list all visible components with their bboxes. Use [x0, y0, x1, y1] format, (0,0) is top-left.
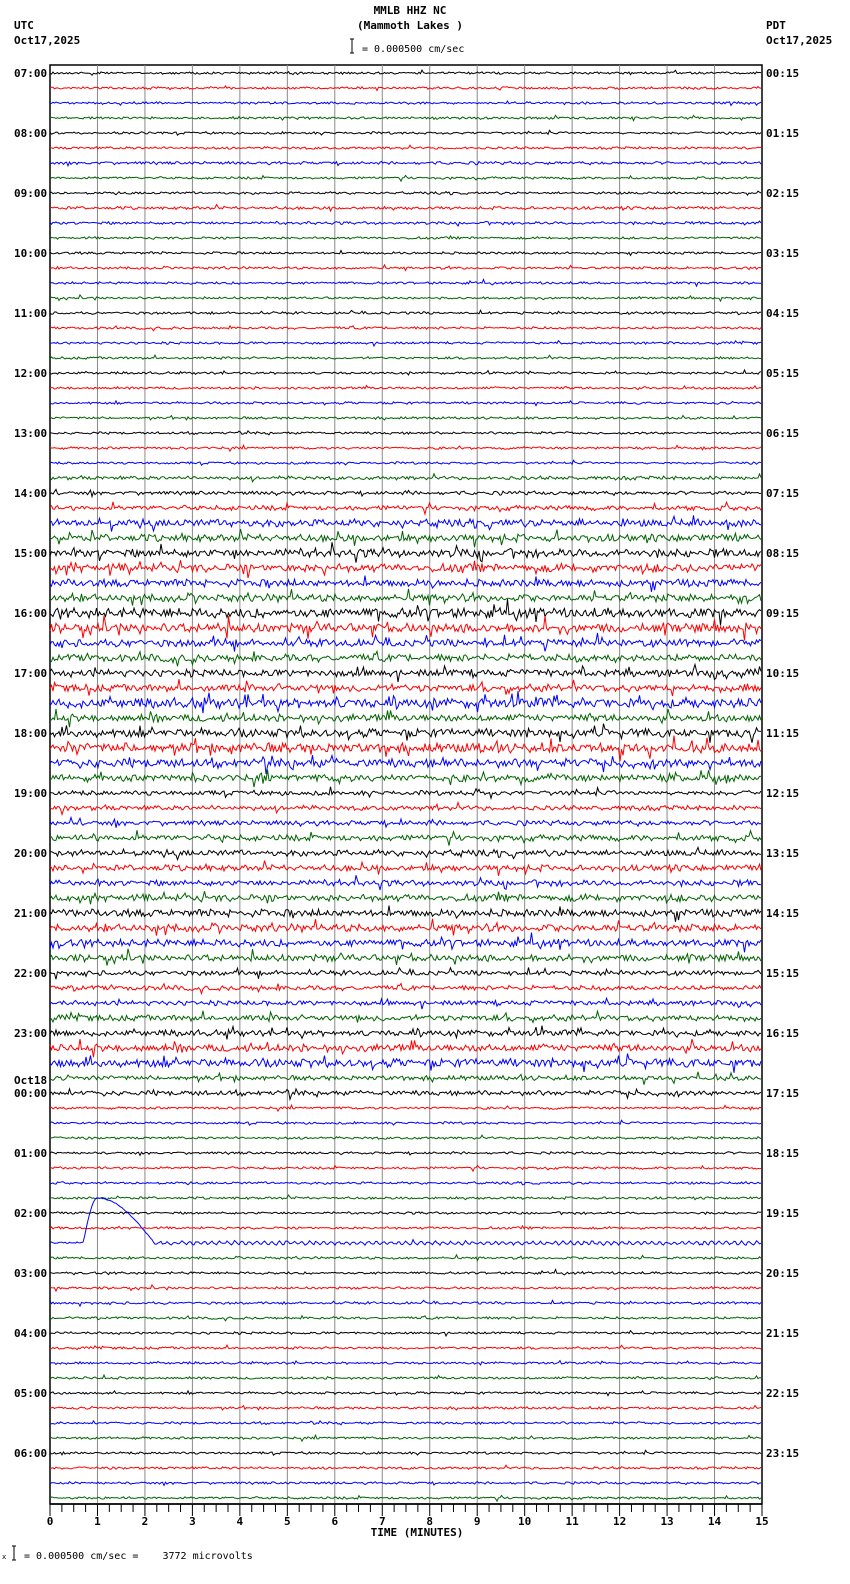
x-tick-label: 8: [426, 1515, 434, 1528]
trace-43: [50, 709, 761, 727]
trace-36: [50, 599, 761, 625]
left-timezone: UTC: [14, 19, 34, 32]
right-hour-label: 11:15: [766, 727, 800, 740]
trace-20: [50, 370, 761, 375]
trace-39: [50, 651, 761, 666]
trace-26: [50, 460, 761, 465]
left-hour-label: 09:00: [14, 187, 48, 200]
trace-81: [50, 1285, 761, 1291]
left-hour-label: 11:00: [14, 307, 48, 320]
trace-41: [50, 679, 761, 696]
trace-66: [50, 1054, 761, 1073]
trace-13: [50, 265, 761, 271]
right-hour-label: 22:15: [766, 1387, 800, 1400]
trace-14: [50, 280, 761, 287]
trace-28: [50, 489, 761, 496]
left-hour-label: 14:00: [14, 487, 48, 500]
trace-37: [50, 616, 761, 641]
trace-2: [50, 101, 761, 106]
trace-47: [50, 770, 761, 788]
x-tick-label: 2: [141, 1515, 149, 1528]
trace-53: [50, 861, 761, 876]
right-hour-label: 18:15: [766, 1147, 800, 1160]
trace-1: [50, 86, 761, 91]
trace-82: [50, 1300, 761, 1306]
right-hour-label: 21:15: [766, 1327, 800, 1340]
trace-23: [50, 416, 761, 421]
right-hour-label: 13:15: [766, 847, 800, 860]
trace-32: [50, 542, 761, 563]
x-tick-label: 9: [473, 1515, 481, 1528]
trace-65: [50, 1039, 761, 1057]
trace-95: [50, 1496, 761, 1502]
trace-57: [50, 919, 761, 936]
trace-25: [50, 445, 761, 451]
day-change-label: Oct18: [14, 1074, 48, 1087]
right-hour-label: 00:15: [766, 67, 800, 80]
trace-61: [50, 984, 761, 994]
trace-44: [50, 724, 761, 743]
left-hour-label: 07:00: [14, 67, 48, 80]
trace-74: [50, 1182, 761, 1185]
right-hour-label: 07:15: [766, 487, 800, 500]
trace-42: [50, 691, 761, 713]
left-hour-label: 16:00: [14, 607, 48, 620]
left-hour-label: 01:00: [14, 1147, 48, 1160]
trace-33: [50, 560, 761, 578]
right-hour-label: 04:15: [766, 307, 800, 320]
trace-93: [50, 1465, 761, 1469]
trace-63: [50, 1011, 761, 1023]
trace-17: [50, 326, 761, 331]
trace-40: [50, 665, 761, 683]
trace-77: [50, 1226, 761, 1230]
trace-38: [50, 633, 761, 652]
trace-90: [50, 1421, 761, 1425]
right-hour-label: 17:15: [766, 1087, 800, 1100]
left-hour-label: 12:00: [14, 367, 48, 380]
trace-9: [50, 205, 761, 212]
right-hour-label: 19:15: [766, 1207, 800, 1220]
trace-87: [50, 1375, 761, 1380]
trace-67: [50, 1072, 761, 1085]
trace-51: [50, 830, 761, 845]
trace-29: [50, 502, 761, 514]
trace-88: [50, 1391, 761, 1396]
right-hour-label: 01:15: [766, 127, 800, 140]
right-hour-label: 20:15: [766, 1267, 800, 1280]
trace-6: [50, 161, 761, 165]
left-hour-label: 13:00: [14, 427, 48, 440]
trace-83: [50, 1316, 761, 1321]
trace-59: [50, 949, 761, 966]
trace-78: [50, 1198, 761, 1245]
trace-64: [50, 1026, 761, 1040]
left-hour-label: 03:00: [14, 1267, 48, 1280]
trace-73: [50, 1166, 761, 1172]
trace-30: [50, 515, 761, 531]
footer-scale-note: = 0.000500 cm/sec = 3772 microvolts: [24, 1551, 253, 1562]
trace-86: [50, 1361, 761, 1365]
station-title: MMLB HHZ NC: [373, 4, 447, 17]
left-hour-label: 20:00: [14, 847, 48, 860]
trace-35: [50, 589, 761, 606]
left-hour-label: 21:00: [14, 907, 48, 920]
trace-84: [50, 1331, 761, 1336]
x-tick-label: 1: [94, 1515, 101, 1528]
trace-27: [50, 474, 761, 482]
left-hour-label: 17:00: [14, 667, 48, 680]
trace-91: [50, 1435, 761, 1441]
trace-19: [50, 355, 761, 359]
trace-22: [50, 401, 761, 406]
left-hour-label: 22:00: [14, 967, 48, 980]
right-hour-label: 09:15: [766, 607, 800, 620]
trace-7: [50, 176, 761, 182]
trace-68: [50, 1089, 761, 1099]
footer-mark: x: [2, 1553, 7, 1561]
x-tick-label: 10: [518, 1515, 532, 1528]
trace-12: [50, 251, 761, 256]
left-hour-label: 18:00: [14, 727, 48, 740]
trace-8: [50, 191, 761, 195]
trace-18: [50, 341, 761, 346]
right-date: Oct17,2025: [766, 34, 833, 47]
left-date: Oct17,2025: [14, 34, 81, 47]
left-hour-label: 08:00: [14, 127, 48, 140]
trace-11: [50, 236, 761, 239]
trace-56: [50, 906, 761, 922]
trace-50: [50, 818, 761, 828]
trace-62: [50, 998, 761, 1009]
trace-94: [50, 1482, 761, 1486]
trace-69: [50, 1105, 761, 1111]
right-hour-label: 16:15: [766, 1027, 800, 1040]
right-hour-label: 08:15: [766, 547, 800, 560]
left-hour-label: 04:00: [14, 1327, 48, 1340]
location-title: (Mammoth Lakes ): [357, 19, 463, 32]
left-hour-label: 19:00: [14, 787, 48, 800]
trace-10: [50, 221, 761, 226]
right-hour-label: 05:15: [766, 367, 800, 380]
left-hour-label: 06:00: [14, 1447, 48, 1460]
left-hour-label: 15:00: [14, 547, 48, 560]
trace-48: [50, 787, 761, 799]
right-hour-label: 14:15: [766, 907, 800, 920]
trace-79: [50, 1255, 761, 1261]
trace-34: [50, 576, 761, 592]
trace-24: [50, 431, 761, 435]
right-hour-label: 10:15: [766, 667, 800, 680]
left-hour-label: 00:00: [14, 1087, 48, 1100]
trace-70: [50, 1120, 761, 1125]
trace-75: [50, 1195, 761, 1200]
footer-scale-bar-icon: [12, 1546, 16, 1560]
trace-71: [50, 1135, 761, 1139]
right-hour-label: 15:15: [766, 967, 800, 980]
trace-31: [50, 529, 761, 547]
x-tick-label: 0: [46, 1515, 54, 1528]
trace-0: [50, 70, 761, 75]
scale-bar-icon: [350, 39, 354, 53]
trace-85: [50, 1345, 761, 1350]
scale-text: = 0.000500 cm/sec: [362, 44, 465, 55]
trace-54: [50, 875, 761, 890]
trace-5: [50, 145, 761, 149]
trace-45: [50, 736, 761, 762]
trace-89: [50, 1406, 761, 1411]
x-tick-label: 15: [755, 1515, 769, 1528]
trace-3: [50, 115, 761, 120]
right-hour-label: 03:15: [766, 247, 800, 260]
trace-49: [50, 803, 761, 815]
trace-4: [50, 130, 761, 135]
trace-76: [50, 1212, 761, 1215]
right-timezone: PDT: [766, 19, 786, 32]
trace-60: [50, 968, 761, 980]
trace-80: [50, 1270, 761, 1275]
x-axis-label: TIME (MINUTES): [370, 1526, 464, 1539]
left-hour-label: 02:00: [14, 1207, 48, 1220]
trace-55: [50, 891, 761, 904]
x-tick-label: 4: [236, 1515, 244, 1528]
left-hour-label: 23:00: [14, 1027, 48, 1040]
right-hour-label: 06:15: [766, 427, 800, 440]
right-hour-label: 23:15: [766, 1447, 800, 1460]
left-hour-label: 10:00: [14, 247, 48, 260]
trace-92: [50, 1450, 761, 1455]
x-tick-label: 6: [331, 1515, 339, 1528]
right-hour-label: 12:15: [766, 787, 800, 800]
trace-46: [50, 755, 761, 774]
x-tick-label: 5: [284, 1515, 291, 1528]
trace-72: [50, 1152, 761, 1156]
left-hour-label: 05:00: [14, 1387, 48, 1400]
x-tick-label: 3: [189, 1515, 196, 1528]
x-tick-label: 14: [707, 1515, 722, 1528]
trace-15: [50, 295, 761, 301]
trace-16: [50, 310, 761, 314]
x-tick-label: 11: [565, 1515, 579, 1528]
x-tick-label: 13: [660, 1515, 674, 1528]
x-tick-label: 7: [378, 1515, 386, 1528]
trace-52: [50, 847, 761, 859]
x-tick-label: 12: [612, 1515, 627, 1528]
right-hour-label: 02:15: [766, 187, 800, 200]
trace-21: [50, 386, 761, 390]
